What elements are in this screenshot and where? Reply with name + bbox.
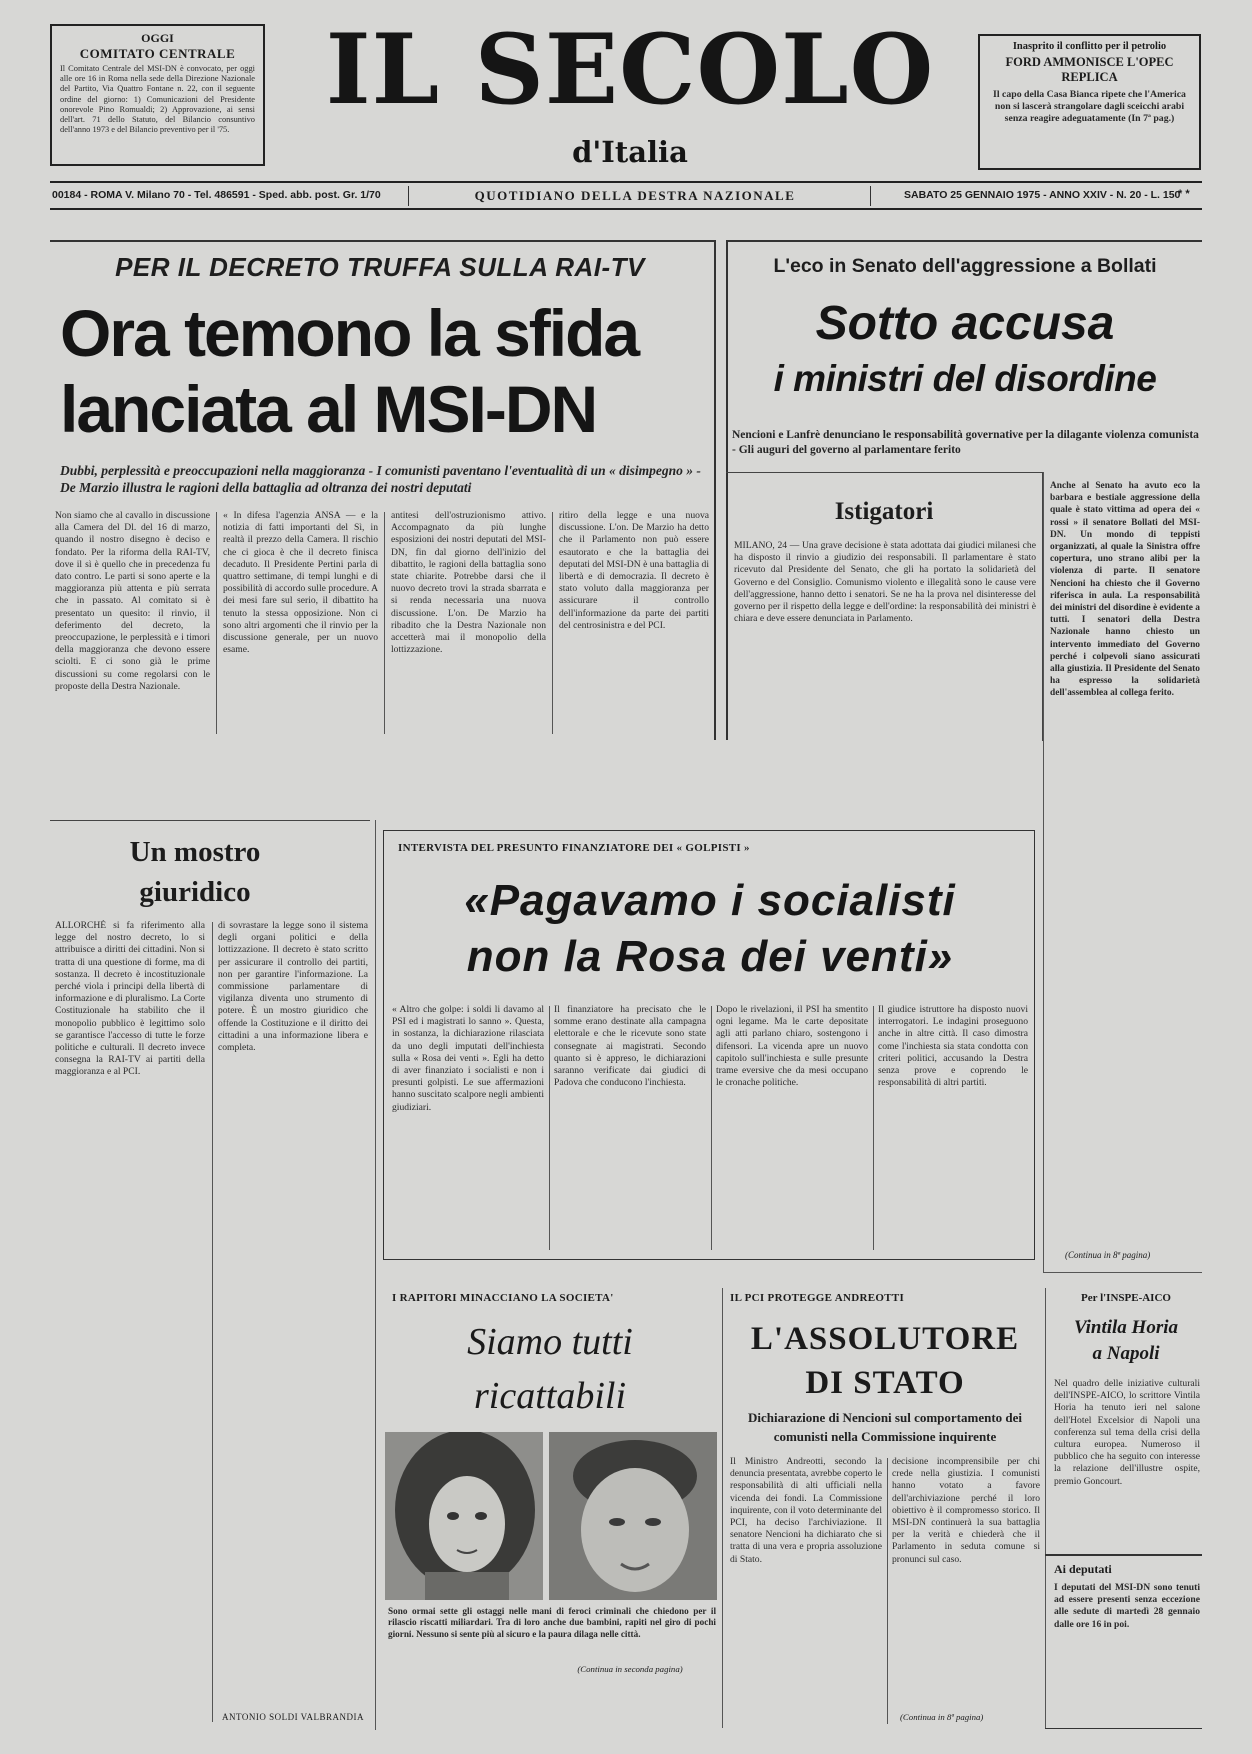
intervista-headline-line-1: «Pagavamo i socialisti xyxy=(464,876,956,925)
rapitori-continues: (Continua in seconda pagina) xyxy=(577,1664,683,1674)
lead-box-right xyxy=(714,240,716,740)
inspe-kicker: Per l'INSPE-AICO xyxy=(1081,1292,1171,1304)
senato-kicker: L'eco in Senato dell'aggressione a Bollati xyxy=(773,255,1157,277)
lead-column-4: ritiro della legge e una nuova discussione. L'on. De Marzio ha detto che il Parlamento non può essere esautorato e che la battaglia dei deputati del MSI-DN è una battaglia di libertà e di democrazia. Il decreto è stato voluto dalla maggioranza per assicurare il controllo dell'informazione da parte dei partiti del centrosinistra e del PCI. xyxy=(559,510,709,631)
mostro-column-2: di sovrastare la legge sono il sistema degli organi politici e della lottizzazione. Il decreto è stato scritto per assicurare il controllo dei partiti, non per garantire l'informazione. La commissione parlamentare di vigilanza diventa uno strumento di potere. È un mostro giuridico che offende la Costituzione e il diritto dei cittadini a una informazione libera e completa. xyxy=(218,920,368,1054)
mostro-top-rule xyxy=(50,820,370,821)
senato-deck: Nencioni e Lanfrè denunciano le responsabilità governative per la dilagante violenza comunista - Gli auguri del governo al parlamentare ferito xyxy=(732,429,1199,456)
lead-kicker: PER IL DECRETO TRUFFA SULLA RAI-TV xyxy=(115,252,645,282)
inspe-headline-line-1: Vintila Horia xyxy=(1073,1317,1178,1338)
info-address: 00184 - ROMA V. Milano 70 - Tel. 486591 - Sped. abb. post. Gr. 1/70 xyxy=(52,189,381,201)
mostro-col-rule xyxy=(212,922,213,1722)
boy-photo-illustration xyxy=(549,1432,717,1600)
rapitori-headline-line-1: Siamo tutti xyxy=(467,1321,633,1363)
kidnapped-boy-photo xyxy=(549,1432,717,1600)
rapitori-kicker: I RAPITORI MINACCIANO LA SOCIETA' xyxy=(392,1292,614,1304)
andreotti-kicker: IL PCI PROTEGGE ANDREOTTI xyxy=(730,1292,905,1304)
lead-deck: Dubbi, perplessità e preoccupazioni nella maggioranza - I comunisti paventano l'eventualità di un « disimpegno » - De Marzio illustra le ragioni della battaglia ad oltranza dei nostri deputati xyxy=(60,463,701,495)
andreotti-continues: (Continua in 8ª pagina) xyxy=(900,1712,984,1722)
right-ear-kicker: Inasprito il conflitto per il petrolio xyxy=(1012,41,1167,52)
inspe-text: Nel quadro delle iniziative culturali dell'INSPE-AICO, lo scrittore Vintila Horia ha tenuto ieri nel salone dell'Hotel Excelsior di Napoli una conferenza sul tema della crisi della cultura europea. Numeroso il pubblico che ha seguito con interesse la relazione dell'illustre ospite, premio Goncourt. xyxy=(1054,1378,1200,1487)
info-motto: QUOTIDIANO DELLA DESTRA NAZIONALE xyxy=(474,188,796,203)
rapitori-headline-line-2: ricattabili xyxy=(474,1375,626,1417)
info-divider-1 xyxy=(408,186,409,206)
senato-sidebar: Anche al Senato ha avuto eco la barbara e bestiale aggressione della quale è stato vittima ad opera dei « rossi » il senatore Bollati del MSI-DN. Un mondo di teppisti organizzati, al quale la Sinistra offre copertura, uno strano alibi per la violenza di parte. Il senatore Nencioni ha chiesto che il Governo riferisca in aula. La responsabilità dei ministri del disordine è evidente a tutti. I senatori della Destra Nazionale hanno chiesto un intervento immediato del Governo perché i colpevoli siano assicurati alla giustizia. Il Presidente del Senato ha espresso la solidarietà dell'assemblea al collega ferito. xyxy=(1050,481,1200,699)
intervista-kicker: INTERVISTA DEL PRESUNTO FINANZIATORE DEI « GOLPISTI » xyxy=(398,842,750,854)
intervista-col-rule-1 xyxy=(549,1006,550,1250)
intervista-column-1: « Altro che golpe: i soldi li davamo al PSI ed i magistrati lo sanno ». Questa, in sostanza, la dichiarazione rilasciata da uno degli imputati dell'inchiesta sulla « Rosa dei venti ». Egli ha detto di aver finanziato i socialisti e non i presunti golpisti. Le sue affermazioni hanno suscitato scalpore negli ambienti giudiziari. xyxy=(392,1004,544,1113)
intervista-column-4: Il giudice istruttore ha disposto nuovi interrogatori. Le indagini proseguono anche in altre città. Il caso dimostra come l'inchiesta sia stata condotta con criteri politici, accusando la Destra senza prove e coprendo le responsabilità di altri partiti. xyxy=(878,1004,1028,1089)
senato-headline-line-1: Sotto accusa xyxy=(815,297,1115,350)
intervista-column-3: Dopo le rivelazioni, il PSI ha smentito ogni legame. Ma le carte depositate agli atti parlano chiaro, sostengono i difensori. La vicenda apre un nuovo capitolo sull'inchiesta e sulle presunte trame eversive che da mesi occupano le cronache politiche. xyxy=(716,1004,868,1089)
rapitori-caption: Sono ormai sette gli ostaggi nelle mani di feroci criminali che chiedono per il rilascio riscatti miliardari. Tra di loro anche due bambini, rapiti nel giro di pochi giorni. Nessuno si sente più al sicuro e la paura dilaga nelle città. xyxy=(388,1606,716,1639)
newspaper-title: IL SECOLO xyxy=(325,13,935,126)
senato-sidebar-left-rule xyxy=(1043,472,1044,1272)
lead-col-rule-1 xyxy=(216,512,217,734)
andreotti-column-1: Il Ministro Andreotti, secondo la denuncia presentata, avrebbe coperto le responsabilità di alti ufficiali nella vicenda dei fondi. La Commissione inquirente, con il voto determinante del PCI, ha deciso l'archiviazione. Il senatore Nencioni ha dichiarato che si tratta di una vera e propria assoluzione di Stato. xyxy=(730,1456,882,1565)
mostro-headline: Un mostro giuridico xyxy=(129,836,261,908)
intervista-col-rule-2 xyxy=(711,1006,712,1250)
lead-col-rule-3 xyxy=(552,512,553,734)
info-dateline: SABATO 25 GENNAIO 1975 - ANNO XXIV - N. 20 - L. 150 xyxy=(904,189,1181,201)
left-ear-box xyxy=(50,24,265,166)
info-strip-bottom-rule xyxy=(50,208,1202,210)
deputati-head: Ai deputati xyxy=(1054,1562,1112,1576)
senato-headline-line-2: i ministri del disordine xyxy=(773,358,1157,399)
kidnapped-girl-photo xyxy=(385,1432,543,1600)
lead-box-top xyxy=(50,240,715,242)
mostro-column-1: ALLORCHÉ si fa riferimento alla legge del nostro decreto, lo si attribuisce a diritti dei cittadini. Non si tratta di una questione di forme, ma di sostanza. Il decreto è incostituzionale perché viola i principi della libertà di informazione e di pluralismo. La Corte Costituzionale ha stabilito che il monopolio pubblico è legittimo solo se garantisce l'accesso di tutte le forze politiche e culturali. Il decreto invece consegna la RAI-TV ai partiti della maggioranza e al PCI. xyxy=(55,920,205,1078)
info-stars: * * xyxy=(1178,188,1190,200)
rapitori-right-rule xyxy=(722,1288,723,1728)
girl-photo-illustration xyxy=(385,1432,543,1600)
lead-column-2: « In difesa l'agenzia ANSA — e la notizia di fatti importanti del Sì, in realtà il prezzo della Camera. Il rischio che ci gioca è che il decreto finisca decaduto. Il Presidente Pertini parla di quattro settimane, di tempi lunghi e di possibilità di accordo sulle procedure. A dei mesi fare sul serio, il dibattito ha tenuto la stessa opposizione. Non ci sono altri argomenti che il rinvio per la discussione generale, per un nuovo esame. xyxy=(223,510,378,656)
lead-headline-line-2: lanciata al MSI-DN xyxy=(60,372,597,446)
info-divider-2 xyxy=(870,186,871,206)
lead-headline-line-1: Ora temono la sfida xyxy=(60,296,639,370)
left-ear-kicker: OGGI xyxy=(141,31,174,45)
right-ear-box xyxy=(978,34,1201,170)
lead-column-3: antitesi dell'ostruzionismo attivo. Accompagnato da più lunghe esposizioni dei nostri deputati del MSI-DN, fin dal giorno dell'inizio del dibattito, le ragioni della battaglia sono state chiarite. Potrebbe darsi che il nuovo decreto trovi la strada sbarrata e si renda necessaria una nuova discussione. L'on. De Marzio ha ribadito che la Destra Nazionale non accetterà mai il monopolio della lottizzazione. xyxy=(391,510,546,656)
info-strip-top-rule xyxy=(50,181,1202,183)
newspaper-subtitle: d'Italia xyxy=(572,135,688,169)
andreotti-column-2: decisione incomprensibile per chi crede nella giustizia. I comunisti hanno votato a favore dell'archiviazione perché il loro obiettivo è il compromesso storico. Il MSI-DN continuerà la sua battaglia per la verità e chiederà che il Parlamento in seduta comune si pronunci sul caso. xyxy=(892,1456,1040,1565)
left-ear-head: COMITATO CENTRALE xyxy=(79,46,236,61)
senato-sidebar-bottom-rule xyxy=(1043,1272,1202,1273)
right-ear-head: FORD AMMONISCE L'OPEC REPLICA xyxy=(1005,55,1174,84)
senato-continues: (Continua in 8ª pagina) xyxy=(1065,1250,1151,1260)
right-ear-text: Il capo della Casa Bianca ripete che l'America non si lascerà strangolare dagli sceicchi arabi senza reagire adeguatamente (In 7ª pag.) xyxy=(993,89,1186,124)
deputati-text: I deputati del MSI-DN sono tenuti ad essere presenti senza eccezione alle sedute di martedì 28 gennaio dalle ore 16 in poi. xyxy=(1054,1582,1200,1630)
andreotti-deck: Dichiarazione di Nencioni sul comportamento dei comunisti nella Commissione inquirente xyxy=(747,1410,1023,1444)
mostro-author: ANTONIO SOLDI VALBRANDIA xyxy=(222,1712,365,1722)
left-ear-text: Il Comitato Centrale del MSI-DN è convocato, per oggi alle ore 16 in Roma nella sede della Direzione Nazionale del Partito, Via Quattro Fontane n. 22, con il seguente ordine del giorno: 1) Comunicazioni del Presidente onorevole Pino Romualdi; 2) Approvazione, ai sensi dell'art. 71 dello Statuto, del Bilancio consuntivo dell'anno 1973 e del Bilancio preventivo per il '75. xyxy=(60,64,255,135)
lead-col-rule-2 xyxy=(384,512,385,734)
senato-text: MILANO, 24 — Una grave decisione è stata adottata dai giudici milanesi che ha disposto il rinvio a giudizio dei responsabili. Il parlamentare è stato ricevuto dal Presidente del Senato, che gli ha portato la solidarietà del Governo e del Consiglio. Comunismo violento e illegalità sono le cause vere dell'aggressione, hanno detto i senatori. Se ne ha la prova nel disinteresse del governo per il rispetto della legge e dell'ordine: la responsabilità dei ministri è chiara e deve essere denunciata in Parlamento. xyxy=(734,540,1036,625)
senato-section-head: Istigatori xyxy=(834,498,934,525)
andreotti-headline-line-1: L'ASSOLUTORE xyxy=(750,1321,1020,1357)
mostro-right-rule xyxy=(375,820,376,1730)
intervista-column-2: Il finanziatore ha precisato che le somme erano destinate alla campagna elettorale e che le ricevute sono state consegnate ai magistrati. Secondo quanto si è appreso, le dichiarazioni saranno verificate dai giudici di Padova che conducono l'inchiesta. xyxy=(554,1004,706,1089)
intervista-col-rule-3 xyxy=(873,1006,874,1250)
andreotti-headline-line-2: DI STATO xyxy=(805,1365,965,1401)
senato-box-top xyxy=(726,240,1202,242)
intervista-headline-line-2: non la Rosa dei venti» xyxy=(466,932,954,981)
inspe-headline-line-2: a Napoli xyxy=(1092,1343,1160,1364)
lead-column-1: Non siamo che al cavallo in discussione alla Camera del Dl. del 16 di marzo, quando il nostro disegno è deciso e fondato. Per la riforma della RAI-TV, dove il sì è quello che in precedenza fu dato contro. Le parti si sono aperte e la maggioranza più attenta e più serrata che in passato. Al comitato si è presentato un quesito: il rinvio, il deferimento del decreto, la preoccupazione, le perplessità e i timori della maggioranza che devono essere sciolti. E ci sono già le prime discussioni su come regolarsi con le proposte della Destra Nazionale. xyxy=(55,510,210,692)
andreotti-col-rule xyxy=(887,1458,888,1724)
